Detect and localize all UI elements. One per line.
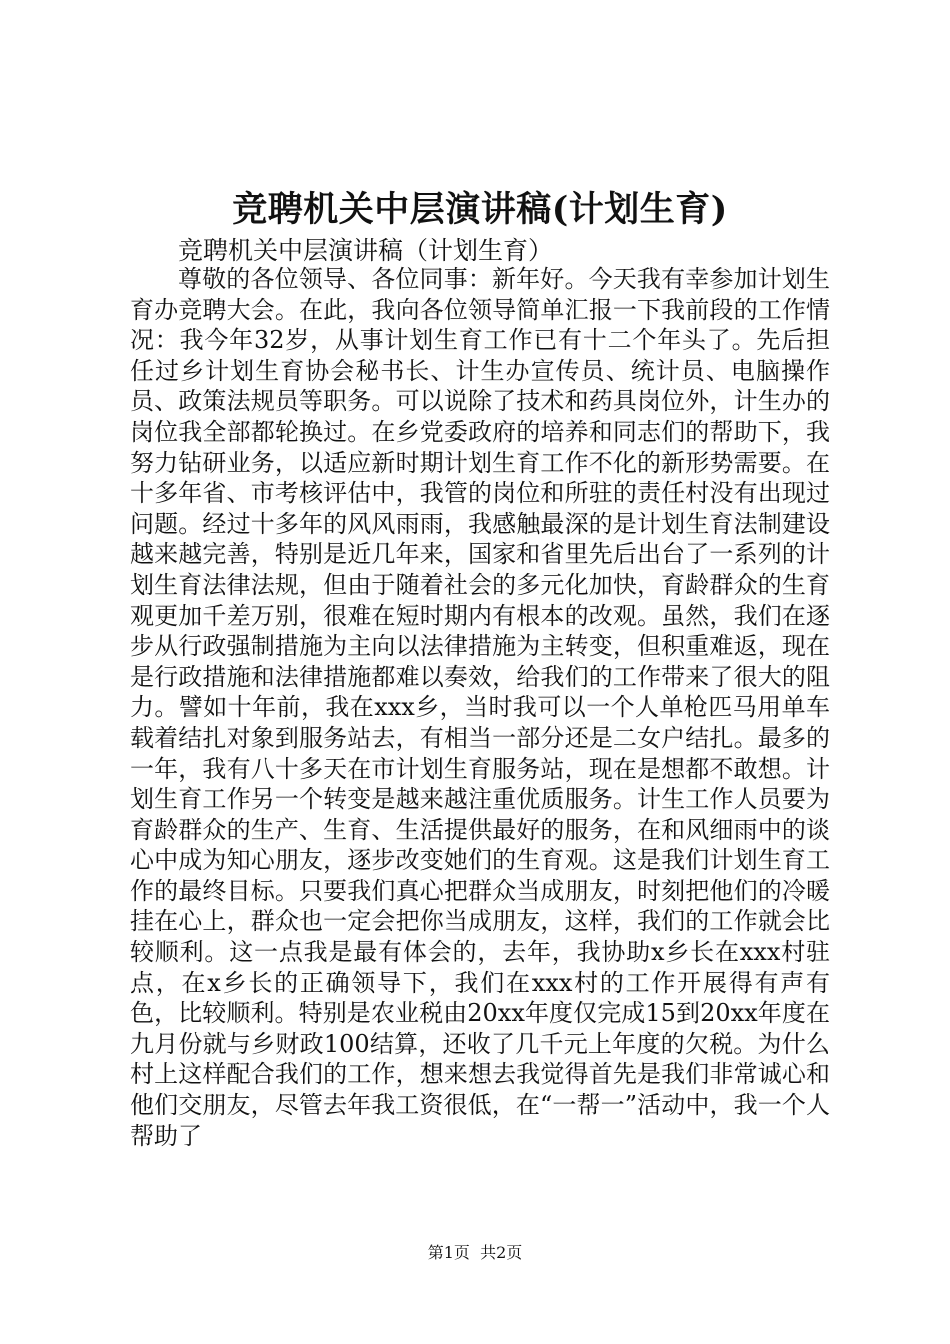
document-title: 竞聘机关中层演讲稿(计划生育)	[232, 189, 728, 230]
page-number-footer: 第1页 共2页	[427, 1243, 523, 1262]
document-body-paragraph: 尊敬的各位领导、各位同事：新年好。今天我有幸参加计划生育办竞聘大会。在此，我向各位领导简单汇报一下我前段的工作情况：我今年32岁，从事计划生育工作已有十二个年头了。先后担任过乡计划生育协会秘书长、计生办宣传员、统计员、电脑操作员、政策法规员等职务。可以说除了技术和药具岗位外，计生办的岗位我全部都轮换过。在乡党委政府的培养和同志们的帮助下，我努力钻研业务，以适应新时期计划生育工作不化的新形势需要。在十多年省、市考核评估中，我管的岗位和所驻的责任村没有出现过问题。经过十多年的风风雨雨，我感触最深的是计划生育法制建设越来越完善，特别是近几年来，国家和省里先后出台了一系列的计划生育法律法规，但由于随着社会的多元化加快，育龄群众的生育观更加千差万别，很难在短时期内有根本的改观。虽然，我们在逐步从行政强制措施为主向以法律措施为主转变，但积重难返，现在是行政措施和法律措施都难以奏效，给我们的工作带来了很大的阻力。譬如十年前，我在xxx乡，当时我可以一个人单枪匹马用单车载着结扎对象到服务站去，有相当一部分还是二女户结扎。最多的一年，我有八十多天在市计划生育服务站，现在是想都不敢想。计划生育工作另一个转变是越来越注重优质服务。计生工作人员要为育龄群众的生产、生育、生活提供最好的服务，在和风细雨中的谈心中成为知心朋友，逐步改变她们的生育观。这是我们计划生育工作的最终目标。只要我们真心把群众当成朋友，时刻把他们的冷暖挂在心上，群众也一定会把你当成朋友，这样，我们的工作就会比较顺利。这一点我是最有体会的，去年，我协助x乡长在xxx村驻点，在x乡长的正确领导下，我们在xxx村的工作开展得有声有色，比较顺利。特别是农业税由20xx年度仅完成15到20xx年度在九月份就与乡财政100结算，还收了几千元上年度的欠税。为什么村上这样配合我们的工作，想来想去我觉得首先是我们非常诚心和他们交朋友，尽管去年我工资很低，在“一帮一”活动中，我一个人帮助了	[130, 265, 830, 1150]
document-subtitle: 竞聘机关中层演讲稿（计划生育）	[178, 236, 554, 265]
